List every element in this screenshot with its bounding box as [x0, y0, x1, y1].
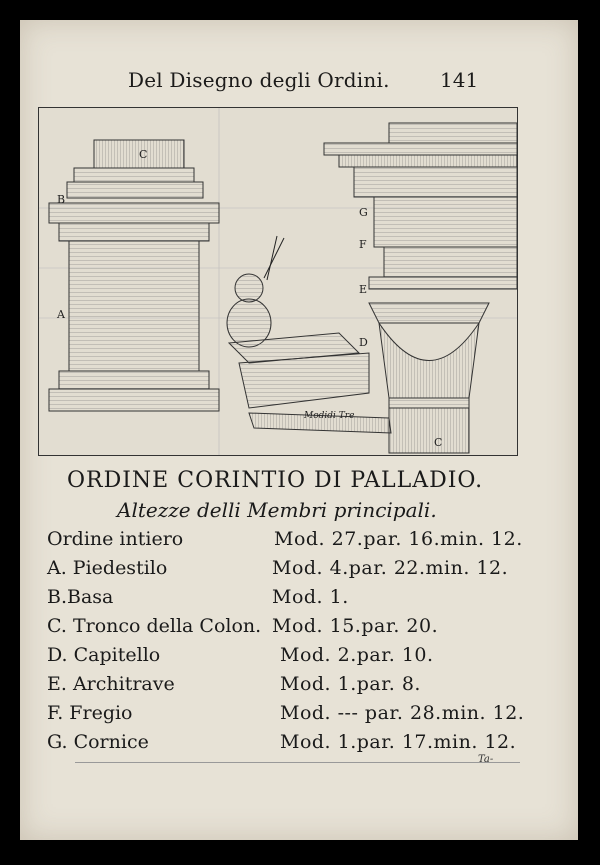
row-name: F. Fregio [47, 702, 133, 724]
row-name: D. Capitello [47, 644, 161, 666]
row-measure: Mod. 4.par. 22.min. 12. [272, 557, 509, 579]
corinthian-order-engraving [39, 108, 517, 455]
row-measure: Mod. 1.par. 17.min. 12. [280, 731, 517, 753]
row-name: B.Basa [47, 586, 114, 608]
row-measure: Mod. 27.par. 16.min. 12. [274, 528, 523, 550]
row-name: G. Cornice [47, 731, 149, 753]
letter-c-top: C [139, 148, 148, 161]
table-row [47, 731, 527, 760]
letter-b: B [57, 193, 66, 206]
row-measure: Mod. 1.par. 8. [280, 673, 421, 695]
row-measure: Mod. 15.par. 20. [272, 615, 439, 637]
main-title: ORDINE CORINTIO DI PALLADIO. [67, 468, 484, 493]
putto-drawing [227, 236, 284, 347]
table-row [47, 673, 527, 702]
table-row [47, 586, 527, 615]
row-name: A. Piedestilo [47, 557, 168, 579]
table-row [47, 644, 527, 673]
table-row [47, 702, 527, 731]
book-page [20, 20, 578, 840]
pedestal-drawing [49, 140, 219, 411]
row-measure: Mod. 2.par. 10. [280, 644, 434, 666]
row-measure: Mod. --- par. 28.min. 12. [280, 702, 525, 724]
row-name: Ordine intiero [47, 528, 184, 550]
running-head: Del Disegno degli Ordini. [128, 68, 390, 92]
catchword: Ta- [478, 754, 494, 765]
letter-g: G [359, 206, 368, 219]
page-number: 141 [440, 68, 479, 92]
row-name: E. Architrave [47, 673, 175, 695]
letter-c-bottom: C [434, 436, 443, 449]
table-row [47, 528, 527, 557]
subtitle: Altezze delli Membri principali. [117, 498, 437, 522]
letter-e: E [359, 283, 368, 296]
letter-a: A [57, 308, 65, 321]
table-row [47, 557, 527, 586]
letter-f: F [359, 238, 367, 251]
footer-rule [75, 762, 520, 763]
letter-d: D [359, 336, 368, 349]
row-measure: Mod. 1. [272, 586, 349, 608]
measurements-table [47, 528, 527, 760]
engraved-plate [38, 107, 518, 456]
scale-label: Modidi Tre [304, 411, 355, 421]
entablature-drawing [324, 123, 517, 289]
row-name: C. Tronco della Colon. [47, 615, 262, 637]
table-row [47, 615, 527, 644]
